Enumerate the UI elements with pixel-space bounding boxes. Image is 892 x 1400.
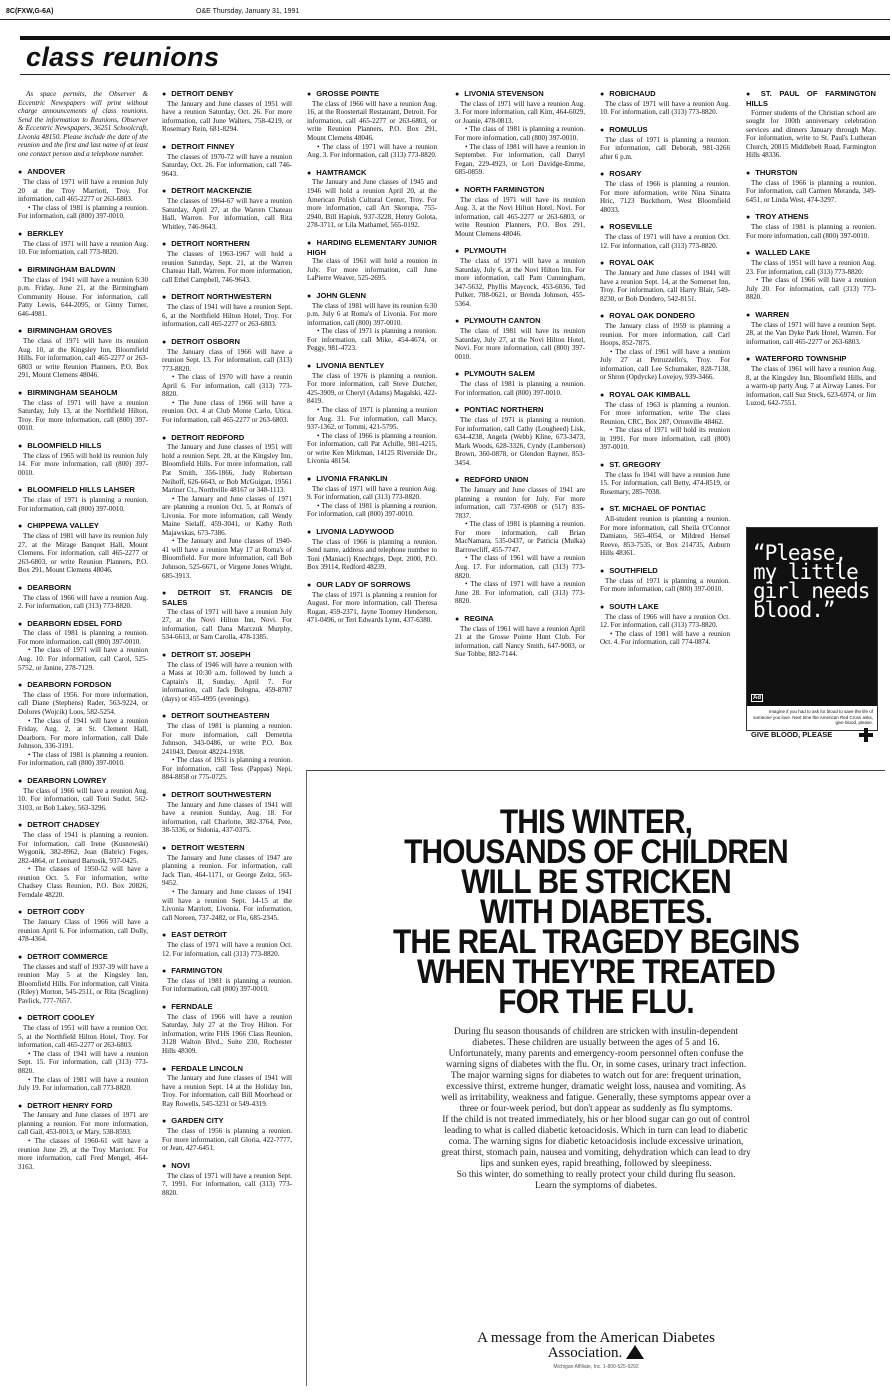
- reunion-details: The class of 1951 will have a reunion Oct. 5, at the Northfield Hilton Hotel, Troy. For information, call 465-2277 or 263-6803.: [18, 1024, 148, 1050]
- page-folio: 8C(FXW,G-6A): [6, 8, 54, 15]
- ada-logo-icon: [626, 1345, 644, 1359]
- school-heading: ● GROSSE POINTE: [307, 90, 437, 100]
- reunion-details: The class of 1976 is planning a reunion. For more information, call Steve Dutcher, 425-3909, or Cheryl (Adams) Magalski, 422-8419.: [307, 371, 437, 406]
- red-cross-icon: [859, 728, 873, 742]
- headline-line: THOUSANDS OF CHILDREN: [404, 833, 788, 871]
- reunion-details: The class of 1961 will have a reunion Aug. 8, at the Kingsley Inn, Bloomfield Hills, and a warm-up party Aug. 7 at Airway Lanes. For information, call Suz Steck, 623-6974, or Jim Luzod, 642-7551.: [746, 364, 876, 408]
- school-heading: ● HARDING ELEMENTARY JUNIOR HIGH: [307, 239, 437, 258]
- school-heading: ● BLOOMFIELD HILLS: [18, 442, 148, 452]
- reunion-details: The class of 1966 is planning a reunion. For more information, write Nina Sinatra Hric, 7123 Buckthorn, West Bloomfield 48033.: [600, 180, 730, 214]
- school-heading: ● FERNDALE: [162, 1003, 292, 1013]
- reunion-entry: [162, 589, 292, 642]
- school-heading: ● DETROIT COMMERCE: [18, 953, 148, 963]
- reunion-details: The class of 1971 will have a reunion Aug. 10. For information, call (313) 773-8820.: [600, 99, 730, 117]
- school-heading: ● LIVONIA LADYWOOD: [307, 528, 437, 538]
- reunion-entry: [307, 239, 437, 283]
- reunion-details: The class of 1971 will have a reunion Saturday, July 13, at the Northfield Hilton, Troy. For more information, call (800) 397-0010.: [18, 398, 148, 433]
- school-heading: ● LIVONIA STEVENSON: [455, 90, 585, 100]
- reunion-entry: [162, 187, 292, 231]
- reunion-details: • The classes of 1960-61 will have a reunion June 29, at the Troy Marriott. For more information, call Fred Mengel, 464-3163.: [18, 1137, 148, 1171]
- school-heading: ● DETROIT ST. FRANCIS DE SALES: [162, 589, 292, 608]
- reunion-entry: [455, 317, 585, 361]
- school-heading: ● ST. MICHAEL OF PONTIAC: [600, 505, 730, 515]
- reunion-details: • The class of 1981 is planning a reunion. For information, call (800) 397-0010.: [18, 203, 148, 221]
- school-heading: ● BIRMINGHAM GROVES: [18, 327, 148, 337]
- section-title: class reunions: [26, 42, 220, 72]
- school-heading: ● DEARBORN LOWREY: [18, 777, 148, 787]
- reunion-entry: [18, 230, 148, 257]
- reunion-entry: [162, 844, 292, 922]
- reunion-entry: [162, 791, 292, 835]
- school-heading: ● FARMINGTON: [162, 967, 292, 977]
- reunion-details: • The class of 1971 will have a reunion June 28. For information, call (313) 773-8820.: [455, 580, 585, 606]
- school-heading: ● WATERFORD TOWNSHIP: [746, 355, 876, 365]
- reunion-details: • The class of 1971 is planning a reunion for Aug. 31. For information, call Marcy, 937-1362, or Tommi, 421-5795.: [307, 406, 437, 432]
- reunion-details: Former students of the Christian school are sought for 100th anniversary celebration services and dinners January through May. For information, write to St. Paul's Lutheran Church, 20815 Middlebelt Road, Farmington Hills 48336.: [746, 108, 876, 160]
- reunion-details: The class of 1956 is planning a reunion. For more information, call Gloria, 422-7777, or Jean, 427-6451.: [162, 1127, 292, 1153]
- reunion-entry: [18, 168, 148, 221]
- reunion-details: The class of 1966 will have a reunion Aug. 2. For information, call (313) 773-8820.: [18, 593, 148, 611]
- school-heading: ● PLYMOUTH: [455, 247, 585, 257]
- reunion-entry: [162, 1162, 292, 1197]
- reunion-details: • The class of 1941 will have a reunion Sept. 15. For information, call (313) 773-8820.: [18, 1049, 148, 1075]
- reunion-entry: [18, 908, 148, 943]
- reunion-entry: [600, 391, 730, 452]
- reunion-entry: [18, 442, 148, 477]
- reunion-entry: [600, 259, 730, 303]
- reunion-details: The class of 1961 will hold a reunion in July. For more information, call June LaPierre Weaver, 525-2695.: [307, 257, 437, 283]
- school-heading: ● DETROIT HENRY FORD: [18, 1102, 148, 1112]
- school-heading: ● ROSEVILLE: [600, 223, 730, 233]
- reunion-entry: [600, 223, 730, 250]
- ad-paragraph: Unfortunately, many parents and emergency-room personnel often confuse the warning signs of diabetes with the flu. Or, in some cases, urinary tract infection.: [445, 1049, 747, 1070]
- school-heading: ● DETROIT FINNEY: [162, 143, 292, 153]
- reunion-details: The class of 1961 will have a reunion April 21 at the Grosse Pointe Hunt Club. For information, call Nancy Smith, 647-9003, or Sue Tobbe, 882-7144.: [455, 624, 585, 659]
- ad-fine-print: Imagine if you had to ask for blood to save the life of someone you love. Next time the American Red Cross asks, give blood, please.: [753, 709, 873, 725]
- reunion-details: The January and June classes of 1941 will have a reunion Sunday, Aug. 18. For information, call Charlotte, 382-3764, Pete, 38-5336, or Sidonia, 437-0375.: [162, 800, 292, 835]
- divider: [0, 19, 890, 20]
- reunion-details: The January and June classes of 1971 are planning a reunion. For more information, call Gail, 453-0013, or Mary, 538-8593.: [18, 1111, 148, 1137]
- ad-paragraph: Learn the symptoms of diabetes.: [534, 1181, 658, 1191]
- reunion-details: The class of 1946 will have a reunion with a Mass at 10:30 a.m. followed by lunch a Captain's II, Sunday, April 7. For information, call Jack Bologna, 459-8787 (days) or 455-4995 (evenings).: [162, 660, 292, 703]
- reunion-entry: [455, 370, 585, 397]
- reunion-entry: [600, 312, 730, 382]
- school-heading: ● PONTIAC NORTHERN: [455, 406, 585, 416]
- reunion-details: The class of 1971 is planning a reunion for August. For more information, call Theresa Rogan, 459-2371, Jayne Toomey Henderson, 471-0496, or Teri Edwards Lynn, 437-6380.: [307, 590, 437, 625]
- school-heading: ● FERDALE LINCOLN: [162, 1065, 292, 1075]
- school-heading: ● DEARBORN: [18, 584, 148, 594]
- reunion-details: The class of 1966 is planning a reunion. For information, call Carmen Meranda, 349-6451, or Linda West, 474-3297.: [746, 178, 876, 204]
- reunion-entry: [307, 581, 437, 625]
- school-heading: ● OUR LADY OF SORROWS: [307, 581, 437, 591]
- reunion-details: The class of 1981 is planning a reunion. For information, call (800) 397-0010.: [455, 380, 585, 397]
- reunion-details: The January and June classes of 1945 and 1946 will hold a reunion April 20, at the American Polish Cultural Center, Troy. For more information, call Art Skorupa, 755-2940, Bill Hapiuk, 937-3228, Henry Golota, 278-3711, or Lila Mathamel, 565-0192.: [307, 178, 437, 230]
- school-heading: ● BERKLEY: [18, 230, 148, 240]
- reunion-details: The classes of 1964-67 will have a reunion Saturday, April 27, at the Warren Chateau Hall, Warren. For information, call Rita Whitley, 746-9643.: [162, 197, 292, 231]
- headline-line: FOR THE FLU.: [498, 983, 694, 1021]
- school-heading: ● ROYAL OAK DONDERO: [600, 312, 730, 322]
- school-heading: ● ANDOVER: [18, 168, 148, 178]
- reunion-details: The class of 1971 will have a reunion Sept. 28, at the Van Dyke Park Hotel, Warren. For information, call 465-2277 or 263-6803.: [746, 320, 876, 346]
- reunion-details: The class of 1971 will have a reunion Saturday, July 6, at the Novi Hilton Inn. For more information, call Pam Cunningham, 347-5632, Phyllis Maycock, 453-6036, Ted Pulker, 788-0621, or Brenda Johnson, 455-5364.: [455, 257, 585, 308]
- reunion-details: The January and June classes of 1941 will have a reunion Sept. 14 at the Holiday Inn, Troy. For information, call Bill Moorhead or Ray Rowells, 545-3231 or 549-4319.: [162, 1074, 292, 1108]
- reunion-details: • The class of 1981 will have a reunion Oct. 4. For information, call 774-0874.: [600, 629, 730, 647]
- school-heading: ● REDFORD UNION: [455, 476, 585, 486]
- reunion-details: The class of 1971 is planning a reunion. For information, call (800) 397-0010.: [18, 496, 148, 513]
- reunion-details: • The class of 1971 will have a reunion Aug. 3. For information, call (313) 773-8820.: [307, 142, 437, 160]
- reunion-details: • The class of 1941 will have a reunion Friday, Aug. 2, at St. Clement Hall, Dearborn. For more information, call Dale Johnson, 336-3191.: [18, 716, 148, 751]
- reunion-entry: [455, 406, 585, 467]
- school-heading: ● CHIPPEWA VALLEY: [18, 522, 148, 532]
- reunion-entry: [746, 355, 876, 408]
- reunion-details: The class of 1971 is planning a reunion. For information, call Cathy (Lougheed) Lisk, 634-4238, Angela (Webb) Kline, 673-3473, Mark Woods, 628-3326, Cyndy (Lamberson) Brown, 360-0878, or Glendon Rayner, 853-3454.: [455, 416, 585, 467]
- reunion-entry: [162, 240, 292, 284]
- school-heading: ● DETROIT CODY: [18, 908, 148, 918]
- school-heading: ● NOVI: [162, 1162, 292, 1172]
- reunion-entry: [18, 327, 148, 380]
- school-heading: ● ST. PAUL OF FARMINGTON HILLS: [746, 90, 876, 109]
- headline-line: WITH DIABETES.: [479, 893, 713, 931]
- ad-council-logo: Ad: [753, 695, 761, 701]
- reunion-entry: [455, 186, 585, 239]
- school-heading: ● ROYAL OAK: [600, 259, 730, 269]
- column-4: [455, 90, 585, 668]
- reunion-entry: [600, 603, 730, 647]
- column-2: [162, 90, 292, 1206]
- reunion-details: • The class of 1970 will have a reunin April 6. For information, call (313) 773-8820.: [162, 373, 292, 399]
- reunion-entry: [18, 1102, 148, 1172]
- reunion-details: • The class of 1966 is planning a reunion. For information, call Pat Achille, 981-4215, or write Ken Mirkman, 14125 Riverside Dr., Livonia 48154.: [307, 431, 437, 466]
- reunion-details: The class of 1941 will have a reunion 6:30 p.m. Friday, June 21, at the Birmingham Community House. For information, call Patty Lewis, 644-2095, or Ginny Turner, 646-4981.: [18, 275, 148, 318]
- reunion-entry: [600, 170, 730, 214]
- reunion-entry: [600, 90, 730, 117]
- school-heading: ● DETROIT NORTHERN: [162, 240, 292, 250]
- reunion-details: The January and June classes of 1951 will hold a reunion Sept. 28, at the Kingsley Inn, Bloomfield Hills. For more information, call Pat Smith, 356-1866, Judy Robertson Neihoff, 626-6643, or Bob McGuigan, 19561 Mariner Ct., Northville 48167 or 348-1113.: [162, 443, 292, 495]
- reunion-details: • The class of 1971 is planning a reunion. For information, call Mike, 454-4674, or Peggy, 981-4723.: [307, 327, 437, 353]
- school-heading: ● DEARBORN FORDSON: [18, 681, 148, 691]
- reunion-entry: [18, 584, 148, 611]
- reunion-details: • The class of 1981 will have a reunion July 19. For information, call 773-8820.: [18, 1075, 148, 1093]
- reunion-details: • The class of 1971 will hold its reunion in 1991. For more information, call (800) 397-0010.: [600, 426, 730, 452]
- reunion-details: The class of 1966 will have a reunion Oct. 12. For information, call (313) 773-8820.: [600, 612, 730, 630]
- reunion-details: The January and June classes of 1941 are planning a reunion for July. For more information, call 737-6908 or (517) 835-7837.: [455, 486, 585, 520]
- reunion-details: The class of 1966 will have a reunion Saturday, July 27 at the Troy Hilton. For information, write FHS 1966 Class Reunion, 3128 Walton Blvd., Suite 230, Rochester Hills 48309.: [162, 1012, 292, 1055]
- ad-affiliate: Michigan Affiliate, Inc. 1-800-525-9292: [553, 1364, 639, 1370]
- school-heading: ● BIRMINGHAM BALDWIN: [18, 266, 148, 276]
- reunion-entry: [600, 461, 730, 496]
- reunion-entry: [162, 712, 292, 782]
- reunion-details: The January and June classes of 1941 will have a reunion Sept. 14, at the Somerset Inn, Troy. For information, call Harry Blair, 549-8230, or Bob Dondero, 542-8151.: [600, 269, 730, 303]
- reunion-entry: [162, 651, 292, 704]
- reunion-details: • The class of 1961 will have a reunion July 27 at Petruzzello's, Troy. For information, call Lee Schumaker, 828-7138, or Shron (Opdycke) Lovejoy, 939-3466.: [600, 347, 730, 382]
- ad-paragraph: The major warning signs for diabetes to watch out for are: frequent urination, excessive thirst, extreme hunger, dramatic weight loss, nausea and vomiting. As well as irritability, weakness and fatigue. Generally, these symptoms appear over a three or four-week period, but don't appear as suddenly as flu symptoms.: [441, 1071, 751, 1114]
- school-heading: ● WALLED LAKE: [746, 249, 876, 259]
- school-heading: ● DETROIT MACKENZIE: [162, 187, 292, 197]
- reunion-details: The class of 1966 is planning a reunion. Send name, address and telephone number to Toni (Maniaci) Knechtges, Dept. 2000, P.O. Box 39114, Redford 48239.: [307, 537, 437, 572]
- ad-paragraph: If the child is not treated immediately, his or her blood sugar can go out of control leading to what is called diabetic ketoacidosis. Which in turn can lead to diabetic coma. The warning signs for diabetic ketoacidosis include excessive urination, great thirst, stomach pain, nausea and vomiting, dehydration which can lead to dry lips and sunken eyes, rapid breathing, followed by sleepiness.: [441, 1115, 751, 1169]
- reunion-details: • The class of 1981 is planning a reunion. For more information, call (800) 397-0010.: [455, 125, 585, 142]
- school-heading: ● SOUTHFIELD: [600, 567, 730, 577]
- reunion-details: The class of 1981 will have its reunion July 27, at the Mirage Banquet Hall, Mount Clemens. For information, call 465-2277 or 263-6803, or write Reunion Planners, P.O. Box 291, Mount Clemens 48046.: [18, 531, 148, 575]
- diabetes-ad: [306, 770, 885, 1386]
- reunion-entry: [162, 967, 292, 994]
- reunion-entry: [18, 266, 148, 319]
- reunion-entry: [162, 338, 292, 425]
- reunion-details: • The January and June classes of 1971 are planning a reunion Oct. 5, at Roma's of Livonia. For more information, call Wendy Maine Sielaff, 459-3041, or Kathy Roth Majawskas, 673-7386.: [162, 494, 292, 537]
- school-heading: ● ROBICHAUD: [600, 90, 730, 100]
- school-heading: ● SOUTH LAKE: [600, 603, 730, 613]
- school-heading: ● DETROIT COOLEY: [18, 1014, 148, 1024]
- column-5: [600, 90, 730, 656]
- reunion-details: The class of 1966 will have a reunion Aug. 10. For information, call Toni Sudut, 562-3103, or Bob Lakey, 563-3296.: [18, 786, 148, 812]
- reunion-details: The class of 1981 is planning a reunion. For more information, call (800) 397-0010.: [746, 223, 876, 240]
- ad-quote: “Please, my little girl needs blood.”: [753, 541, 870, 622]
- school-heading: ● GARDEN CITY: [162, 1117, 292, 1127]
- reunion-entry: [162, 143, 292, 178]
- reunion-details: The class of 1971 will have a reunion Oct. 12. For information, call (313) 773-8820.: [600, 233, 730, 250]
- reunion-details: • The class of 1961 will have a reunion Aug. 17. For information, call (313) 773-8820.: [455, 554, 585, 580]
- reunion-details: The class of 1971 will have a reunion Oct. 12. For information, call (313) 773-8820.: [162, 940, 292, 958]
- reunion-entry: [746, 249, 876, 302]
- reunion-details: • The class of 1981 will have a reunion in September. For information, call Darryl Fegan, 229-4923, or Lori Davidge-Emme, 685-0859.: [455, 142, 585, 177]
- reunion-details: The class of 1971 will have a reunion July 27, at the Novi Hilton Inn, Novi. For information, call Dana Marczuk Murphy, 534-6613, or Sam Carolla, 478-1385.: [162, 607, 292, 642]
- reunion-entry: [746, 311, 876, 346]
- school-heading: ● LIVONIA FRANKLIN: [307, 475, 437, 485]
- reunion-entry: [18, 486, 148, 513]
- school-heading: ● PLYMOUTH SALEM: [455, 370, 585, 380]
- reunion-details: The January Class of 1966 will have a reunion April 6. For information, call Dolly, 478-4364.: [18, 918, 148, 944]
- reunion-details: The class of 1971 will have a reunion Aug. 10. For information, call 773-8820.: [18, 239, 148, 257]
- reunion-details: The class of 1971 is planning a reunion. For more information, call (800) 397-0010.: [600, 576, 730, 594]
- school-heading: ● DETROIT CHADSEY: [18, 821, 148, 831]
- school-heading: ● DETROIT SOUTHEASTERN: [162, 712, 292, 722]
- reunion-details: • The January and June classes of 1941 will have a reunion Sept. 14-15 at the Livonia Marriott, Livonia. For information, call Noreen, 737-2482, or Flo, 685-2345.: [162, 888, 292, 922]
- school-heading: ● BIRMINGHAM SEAHOLM: [18, 389, 148, 399]
- reunion-entry: [162, 1065, 292, 1109]
- reunion-entry: [455, 615, 585, 659]
- reunion-details: • The classes of 1950-52 will have a reunion Oct. 5. For information, write Chadsey Class Reunion, P.O. Box 20826, Ferndale 48220.: [18, 865, 148, 899]
- reunion-details: All-student reunion is planning a reunion. For more information, call Sheila O'Connor Damiano, 565-4054, or Mildred Hensel Reeve, 853-7535, or Box 214735, Auburn Hills 48361.: [600, 515, 730, 558]
- column-6: [746, 90, 876, 417]
- school-heading: ● DETROIT OSBORN: [162, 338, 292, 348]
- reunion-details: The classes and staff of 1937-39 will have a reunion May 5 at the Kingsley Inn, Bloomfield Hills. For information, call Vinita (Riley) Morton, 545-2511, or Rita (Scaglion) Pavlick, 777-7657.: [18, 962, 148, 1005]
- reunion-details: The class of 1981 is planning a reunion. For information, call (800) 397-0010.: [162, 976, 292, 994]
- reunion-details: • The class of 1981 is planning a reunion. For information, call (800) 397-0010.: [18, 750, 148, 768]
- ad-sponsor: [471, 1331, 721, 1360]
- school-heading: ● BLOOMFIELD HILLS LAHSER: [18, 486, 148, 496]
- school-heading: ● ST. GREGORY: [600, 461, 730, 471]
- school-heading: ● HAMTRAMCK: [307, 169, 437, 179]
- reunion-details: • The June class of 1966 will have a reunion Oct. 4 at Club Monte Carlo, Utica. For information, call 465-2277 or 263-6803.: [162, 398, 292, 424]
- headline-line: WHEN THEY'RE TREATED: [417, 953, 775, 991]
- reunion-details: The class of 1981 is planning a reunion. For more information, call Demetria Johnson, 343-0486, or write P.O. Box 241043, Detroit 48224-1938.: [162, 722, 292, 756]
- reunion-details: The January and June classes of 1947 are planning a reunion. For information, call Jack Tian, 464-1171, or George Zeitz, 563-9452.: [162, 853, 292, 888]
- column-3: [307, 90, 437, 634]
- reunion-entry: [746, 90, 876, 160]
- reunion-entry: [600, 126, 730, 161]
- reunion-details: The class of 1971 will have its reunion Aug. 10, at the Kingsley Inn, Bloomfield Hills. For information, call 465-2277 or 263-6803 or write Reunion Planners, P.O. Box 291, Mount Clemens 48046.: [18, 337, 148, 380]
- reunion-entry: [307, 90, 437, 160]
- reunion-entry: [18, 777, 148, 812]
- reunion-entry: [162, 1117, 292, 1152]
- reunion-entry: [746, 169, 876, 204]
- reunion-entry: [307, 362, 437, 466]
- sponsor-message: A message from the American Diabetes Association.: [477, 1330, 715, 1361]
- school-heading: ● TROY ATHENS: [746, 213, 876, 223]
- reunion-details: • The class of 1951 is planning a reunion. For information, call Tess (Pappas) Nepi, 884-8858 or 775-0725.: [162, 756, 292, 782]
- school-heading: ● THURSTON: [746, 169, 876, 179]
- ad-body: [441, 1027, 751, 1192]
- reunion-details: The class of 1971 will have a reunion Aug. 3. For more information, call Kim, 464-6029, or Joanie, 478-0813.: [455, 99, 585, 125]
- reunion-entry: [600, 505, 730, 558]
- reunion-details: The class of 1941 will have a reunion Sept. 6, at the Northfield Hilton Hotel, Troy. For information, call 465-2277 or 263-6803.: [162, 303, 292, 329]
- reunion-entry: [455, 247, 585, 308]
- reunion-details: The class of 1981 will have its reunion Saturday, July 27, at the Novi Hilton Hotel, Novi. For more information, call (800) 397-0010.: [455, 327, 585, 361]
- school-heading: ● LIVONIA BENTLEY: [307, 362, 437, 372]
- reunion-details: The class of 1965 will hold its reunion July 14. For more information, call (800) 397-0010.: [18, 451, 148, 477]
- school-heading: ● ROSARY: [600, 170, 730, 180]
- dateline: O&E Thursday, January 31, 1991: [196, 8, 300, 15]
- reunion-entry: [18, 953, 148, 1006]
- reunion-entry: [455, 476, 585, 605]
- reunion-entry: [307, 292, 437, 353]
- reunion-entry: [600, 567, 730, 594]
- reunion-entry: [307, 169, 437, 230]
- reunion-entry: [307, 475, 437, 519]
- reunion-details: • The class of 1971 will have a reunion Aug. 10. For information, call Carol, 525-5752, or Janine, 278-7129.: [18, 646, 148, 672]
- headline-line: WILL BE STRICKEN: [461, 863, 731, 901]
- reunion-entry: [162, 1003, 292, 1056]
- reunion-details: The class of 1971 will have a reunion Aug. 9. For information, call (313) 773-8820.: [307, 484, 437, 502]
- intro-notice: As space permits, the Observer & Eccentric Newspapers will print without charge announcements of class reunions. Send the information to Reunions, Observer & Eccentric Newspapers, 36251 Schoolcraft, Livonia 48150. Please include the date of the reunion and the first and last name of at least one contact person and a telephone number.: [18, 90, 148, 158]
- reunion-entry: [162, 931, 292, 958]
- reunion-entry: [162, 434, 292, 581]
- reunion-details: The classes of 1970-72 will have a reunion Saturday, Oct. 26. For information, call 746-9643.: [162, 152, 292, 178]
- reunion-details: • The class of 1981 is planning a reunion. For information, call (800) 397-0010.: [307, 501, 437, 519]
- reunion-details: • The class of 1981 is planning a reunion. For more information, call Brian MacNamara, 535-0437, or Patricia (Mulka) Barrowcliff, 455-7747.: [455, 520, 585, 554]
- headline-line: THIS WINTER,: [499, 803, 693, 841]
- reunion-entry: [307, 528, 437, 572]
- reunion-details: The class of 1951 will have a reunion Aug. 23. For information, call (313) 773-8820.: [746, 259, 876, 276]
- reunion-details: • The class of 1966 will have a reunion July 20. For information, call (313) 773-8820.: [746, 276, 876, 302]
- reunion-details: The class of 1971 is planning a reunion. For information, call Deborah, 981-3266 after 6 p.m.: [600, 135, 730, 161]
- school-heading: ● DETROIT SOUTHWESTERN: [162, 791, 292, 801]
- reunion-entry: [18, 522, 148, 575]
- ad-tagline: GIVE BLOOD, PLEASE: [751, 730, 833, 739]
- school-heading: ● JOHN GLENN: [307, 292, 437, 302]
- reunion-details: • The January and June classes of 1940-41 will have a reunion May 17 at Roma's of Bloomfield. For more information, call Bob Johnson, 525-6671, or Virgene Jones Wright, 685-3913.: [162, 537, 292, 580]
- reunion-details: The January class of 1959 is planning a reunion. For more information, call Carl Hoops, 852-7875.: [600, 321, 730, 348]
- reunion-details: The class of 1981 is planning a reunion. For more information, call (800) 397-0010.: [18, 629, 148, 646]
- reunion-details: The class of 1971 will have a reunion Sept. 7, 1991. For information, call (313) 773-8820.: [162, 1171, 292, 1197]
- school-heading: ● ROYAL OAK KIMBALL: [600, 391, 730, 401]
- reunion-entry: [18, 821, 148, 899]
- reunion-details: The classes of 1963-1967 will hold a reunion Saturday, Sept. 21, at the Warren Chateau Hall, Warren. For more information, call Ethel Campbell, 746-9643.: [162, 250, 292, 284]
- ad-paragraph: During flu season thousands of children are stricken with insulin-dependent diabetes. These children are usually between the ages of 5 and 16.: [453, 1027, 739, 1048]
- reunion-entry: [746, 213, 876, 240]
- divider: [20, 74, 890, 75]
- ad-headline: [342, 803, 851, 1021]
- red-cross-ad: [746, 527, 878, 739]
- reunion-entry: [18, 389, 148, 433]
- reunion-details: The class of 1956. For more information, call Diane (Stephens) Rader, 563-9224, or Dolores (Wojcik) Loos, 582-5254.: [18, 690, 148, 717]
- reunion-entry: [18, 1014, 148, 1092]
- reunion-entry: [18, 681, 148, 768]
- column-1: [18, 90, 148, 1180]
- reunion-entry: [18, 620, 148, 673]
- school-heading: ● DETROIT ST. JOSEPH: [162, 651, 292, 661]
- reunion-entry: [162, 293, 292, 328]
- reunion-details: The class of 1941 is planning a reunion. For information, call Irene (Kusnowski) Wygonik, 382-8962, Jean (Babric) Feges, 282-4864, or Leonard Bartosik, 937-0425.: [18, 831, 148, 865]
- reunion-entry: [455, 90, 585, 177]
- school-heading: ● REGINA: [455, 615, 585, 625]
- school-heading: ● DETROIT DENBY: [162, 90, 292, 100]
- school-heading: ● DEARBORN EDSEL FORD: [18, 620, 148, 630]
- ad-paragraph: So this winter, do something to really protect your child during flu season.: [456, 1170, 736, 1180]
- school-heading: ● DETROIT WESTERN: [162, 844, 292, 854]
- school-heading: ● DETROIT REDFORD: [162, 434, 292, 444]
- headline-line: THE REAL TRAGEDY BEGINS: [393, 923, 799, 961]
- school-heading: ● ROMULUS: [600, 126, 730, 136]
- reunion-details: The class of 1981 will have its reunion 6:30 p.m. July 6 at Roma's of Livonia. For more information, call (800) 397-0010.: [307, 301, 437, 327]
- school-heading: ● DETROIT NORTHWESTERN: [162, 293, 292, 303]
- reunion-details: The class fo 1941 will have a reunion June 15. For information, call Betty, 474-8519, or Rosemary, 285-7038.: [600, 470, 730, 496]
- reunion-details: The class of 1966 will have a reunion Aug. 16, at the Roostertail Restaurant, Detroit. For information, call 465-2277 or 263-6803, or write Reunion Planners, P.O. Box 291, Mount Clemens 48046.: [307, 99, 437, 142]
- divider: [20, 36, 890, 40]
- school-heading: ● WARREN: [746, 311, 876, 321]
- reunion-details: The class of 1971 will have a reunion July 20 at the Troy Marriott, Troy. For information, call 465-2277 or 263-6803.: [18, 178, 148, 204]
- school-heading: ● NORTH FARMINGTON: [455, 186, 585, 196]
- reunion-details: The class of 1963 is planning a reunion. For more information, write The class Reunion, CRC, Box 287, Ortonville 48462.: [600, 400, 730, 426]
- reunion-details: The January and June classes of 1951 will have a reunion Saturday, Oct. 26. For more information, call June Walters, 758-4219, or Rosemary Rein, 681-8294.: [162, 99, 292, 134]
- school-heading: ● EAST DETROIT: [162, 931, 292, 941]
- reunion-details: The January class of 1966 will have a reunion Sept. 13. For information, call (313) 773-8820.: [162, 347, 292, 373]
- school-heading: ● PLYMOUTH CANTON: [455, 317, 585, 327]
- reunion-details: The class of 1971 will have its reunion Aug. 3, at the Novi Hilton Hotel, Novi. For information, call 465-2277 or 263-6803, or write Reunion Planners, P.O. Box 291, Mount Clemens 48046.: [455, 195, 585, 238]
- reunion-entry: [162, 90, 292, 134]
